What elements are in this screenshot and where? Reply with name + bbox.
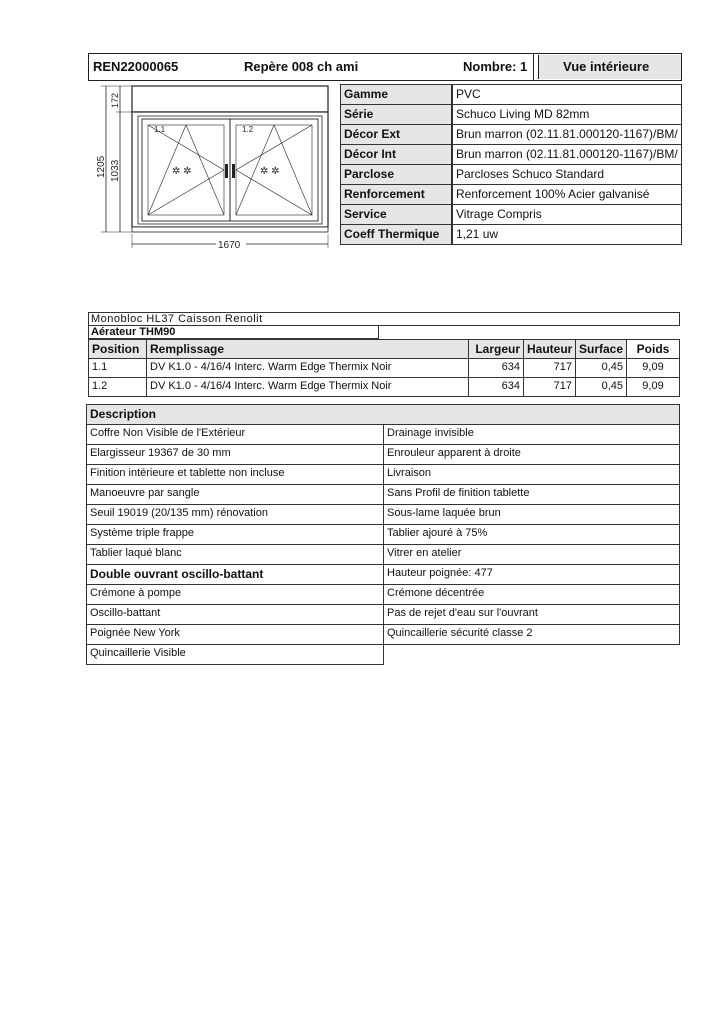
fill-row-hauteur: 717 — [523, 358, 576, 378]
spec-value-service: Vitrage Compris — [452, 204, 682, 225]
fill-row-poids: 9,09 — [626, 358, 680, 378]
spec-label-serie: Série — [340, 104, 452, 125]
description-left-item: Finition intérieure et tablette non incluse — [86, 464, 384, 485]
description-table — [86, 404, 680, 666]
leaf-label-right: 1.2 — [242, 125, 254, 134]
description-left-item: Poignée New York — [86, 624, 384, 645]
fill-row-largeur: 634 — [468, 377, 524, 397]
description-right-item: Tablier ajouré à 75% — [383, 524, 680, 545]
glass-symbol-right: ✲ ✲ — [260, 166, 280, 177]
monobloc-title: Monobloc HL37 Caisson Renolit — [88, 312, 680, 326]
fill-row-remplissage: DV K1.0 - 4/16/4 Interc. Warm Edge Thermix Noir — [146, 377, 469, 397]
description-title: Description — [86, 404, 680, 425]
description-left-item: Tablier laqué blanc — [86, 544, 384, 565]
width-dimension: 1670 — [218, 240, 241, 251]
header-bar — [88, 53, 682, 81]
description-right-item: Sous-lame laquée brun — [383, 504, 680, 525]
spec-value-serie: Schuco Living MD 82mm — [452, 104, 682, 125]
quantity-label: Nombre: 1 — [463, 59, 528, 74]
fill-row-hauteur: 717 — [523, 377, 576, 397]
fill-row-poids: 9,09 — [626, 377, 680, 397]
col-header-position: Position — [88, 339, 147, 359]
description-right-item: Drainage invisible — [383, 424, 680, 445]
left-handle — [225, 164, 228, 178]
leaf-label-left: 1.1 — [154, 125, 166, 134]
repere-label: Repère 008 ch ami — [244, 59, 359, 74]
description-right-item: Pas de rejet d'eau sur l'ouvrant — [383, 604, 680, 625]
fill-row-surface: 0,45 — [575, 377, 627, 397]
description-left-item: Double ouvrant oscillo-battant — [86, 564, 384, 585]
spec-label-decor-ext: Décor Ext — [340, 124, 452, 145]
view-label-box — [538, 55, 681, 79]
total-height-dimension: 1205 — [96, 155, 107, 178]
spec-label-gamme: Gamme — [340, 84, 452, 105]
specs-table — [340, 84, 682, 246]
spec-value-parclose: Parcloses Schuco Standard — [452, 164, 682, 185]
reference-number: REN22000065 — [93, 59, 179, 74]
spec-value-decor-ext: Brun marron (02.11.81.000120-1167)/BM/ — [452, 124, 682, 145]
description-right-item: Quincaillerie sécurité classe 2 — [383, 624, 680, 645]
fill-row-position: 1.2 — [88, 377, 147, 397]
spec-label-service: Service — [340, 204, 452, 225]
caisson-box — [132, 86, 328, 112]
fill-row-largeur: 634 — [468, 358, 524, 378]
col-header-hauteur: Hauteur — [523, 339, 576, 359]
description-right-item: Hauteur poignée: 477 — [383, 564, 680, 585]
col-header-poids: Poids — [626, 339, 680, 359]
spec-label-decor-int: Décor Int — [340, 144, 452, 165]
col-header-remplissage: Remplissage — [146, 339, 469, 359]
spec-value-renforcement: Renforcement 100% Acier galvanisé — [452, 184, 682, 205]
col-header-surface: Surface — [575, 339, 627, 359]
description-right-item: Crémone décentrée — [383, 584, 680, 605]
description-right-item: Enrouleur apparent à droite — [383, 444, 680, 465]
description-right-item: Vitrer en atelier — [383, 544, 680, 565]
spec-value-decor-int: Brun marron (02.11.81.000120-1167)/BM/ — [452, 144, 682, 165]
description-left-item: Coffre Non Visible de l'Extérieur — [86, 424, 384, 445]
view-label: Vue intérieure — [563, 59, 650, 74]
spec-label-parclose: Parclose — [340, 164, 452, 185]
window-sill — [132, 227, 328, 232]
fill-row-remplissage: DV K1.0 - 4/16/4 Interc. Warm Edge Thermix Noir — [146, 358, 469, 378]
frame-height-dimension: 1033 — [110, 159, 121, 182]
spec-value-coeff: 1,21 uw — [452, 224, 682, 245]
window-drawing — [86, 82, 336, 254]
description-left-item: Manoeuvre par sangle — [86, 484, 384, 505]
aerateur-label: Aérateur THM90 — [88, 325, 379, 339]
fill-row-surface: 0,45 — [575, 358, 627, 378]
description-right-item: Livraison — [383, 464, 680, 485]
spec-label-renforcement: Renforcement — [340, 184, 452, 205]
description-left-item: Quincaillerie Visible — [86, 644, 384, 665]
right-handle — [232, 164, 235, 178]
description-left-item: Oscillo-battant — [86, 604, 384, 625]
fill-row-position: 1.1 — [88, 358, 147, 378]
caisson-dimension: 172 — [110, 92, 120, 108]
col-header-largeur: Largeur — [468, 339, 524, 359]
spec-value-gamme: PVC — [452, 84, 682, 105]
spec-label-coeff: Coeff Thermique — [340, 224, 452, 245]
glass-symbol-left: ✲ ✲ — [172, 166, 192, 177]
description-left-item: Seuil 19019 (20/135 mm) rénovation — [86, 504, 384, 525]
description-left-item: Crémone à pompe — [86, 584, 384, 605]
fill-table — [88, 339, 680, 399]
description-left-item: Système triple frappe — [86, 524, 384, 545]
description-left-item: Elargisseur 19367 de 30 mm — [86, 444, 384, 465]
header-divider — [533, 54, 534, 80]
description-right-item: Sans Profil de finition tablette — [383, 484, 680, 505]
